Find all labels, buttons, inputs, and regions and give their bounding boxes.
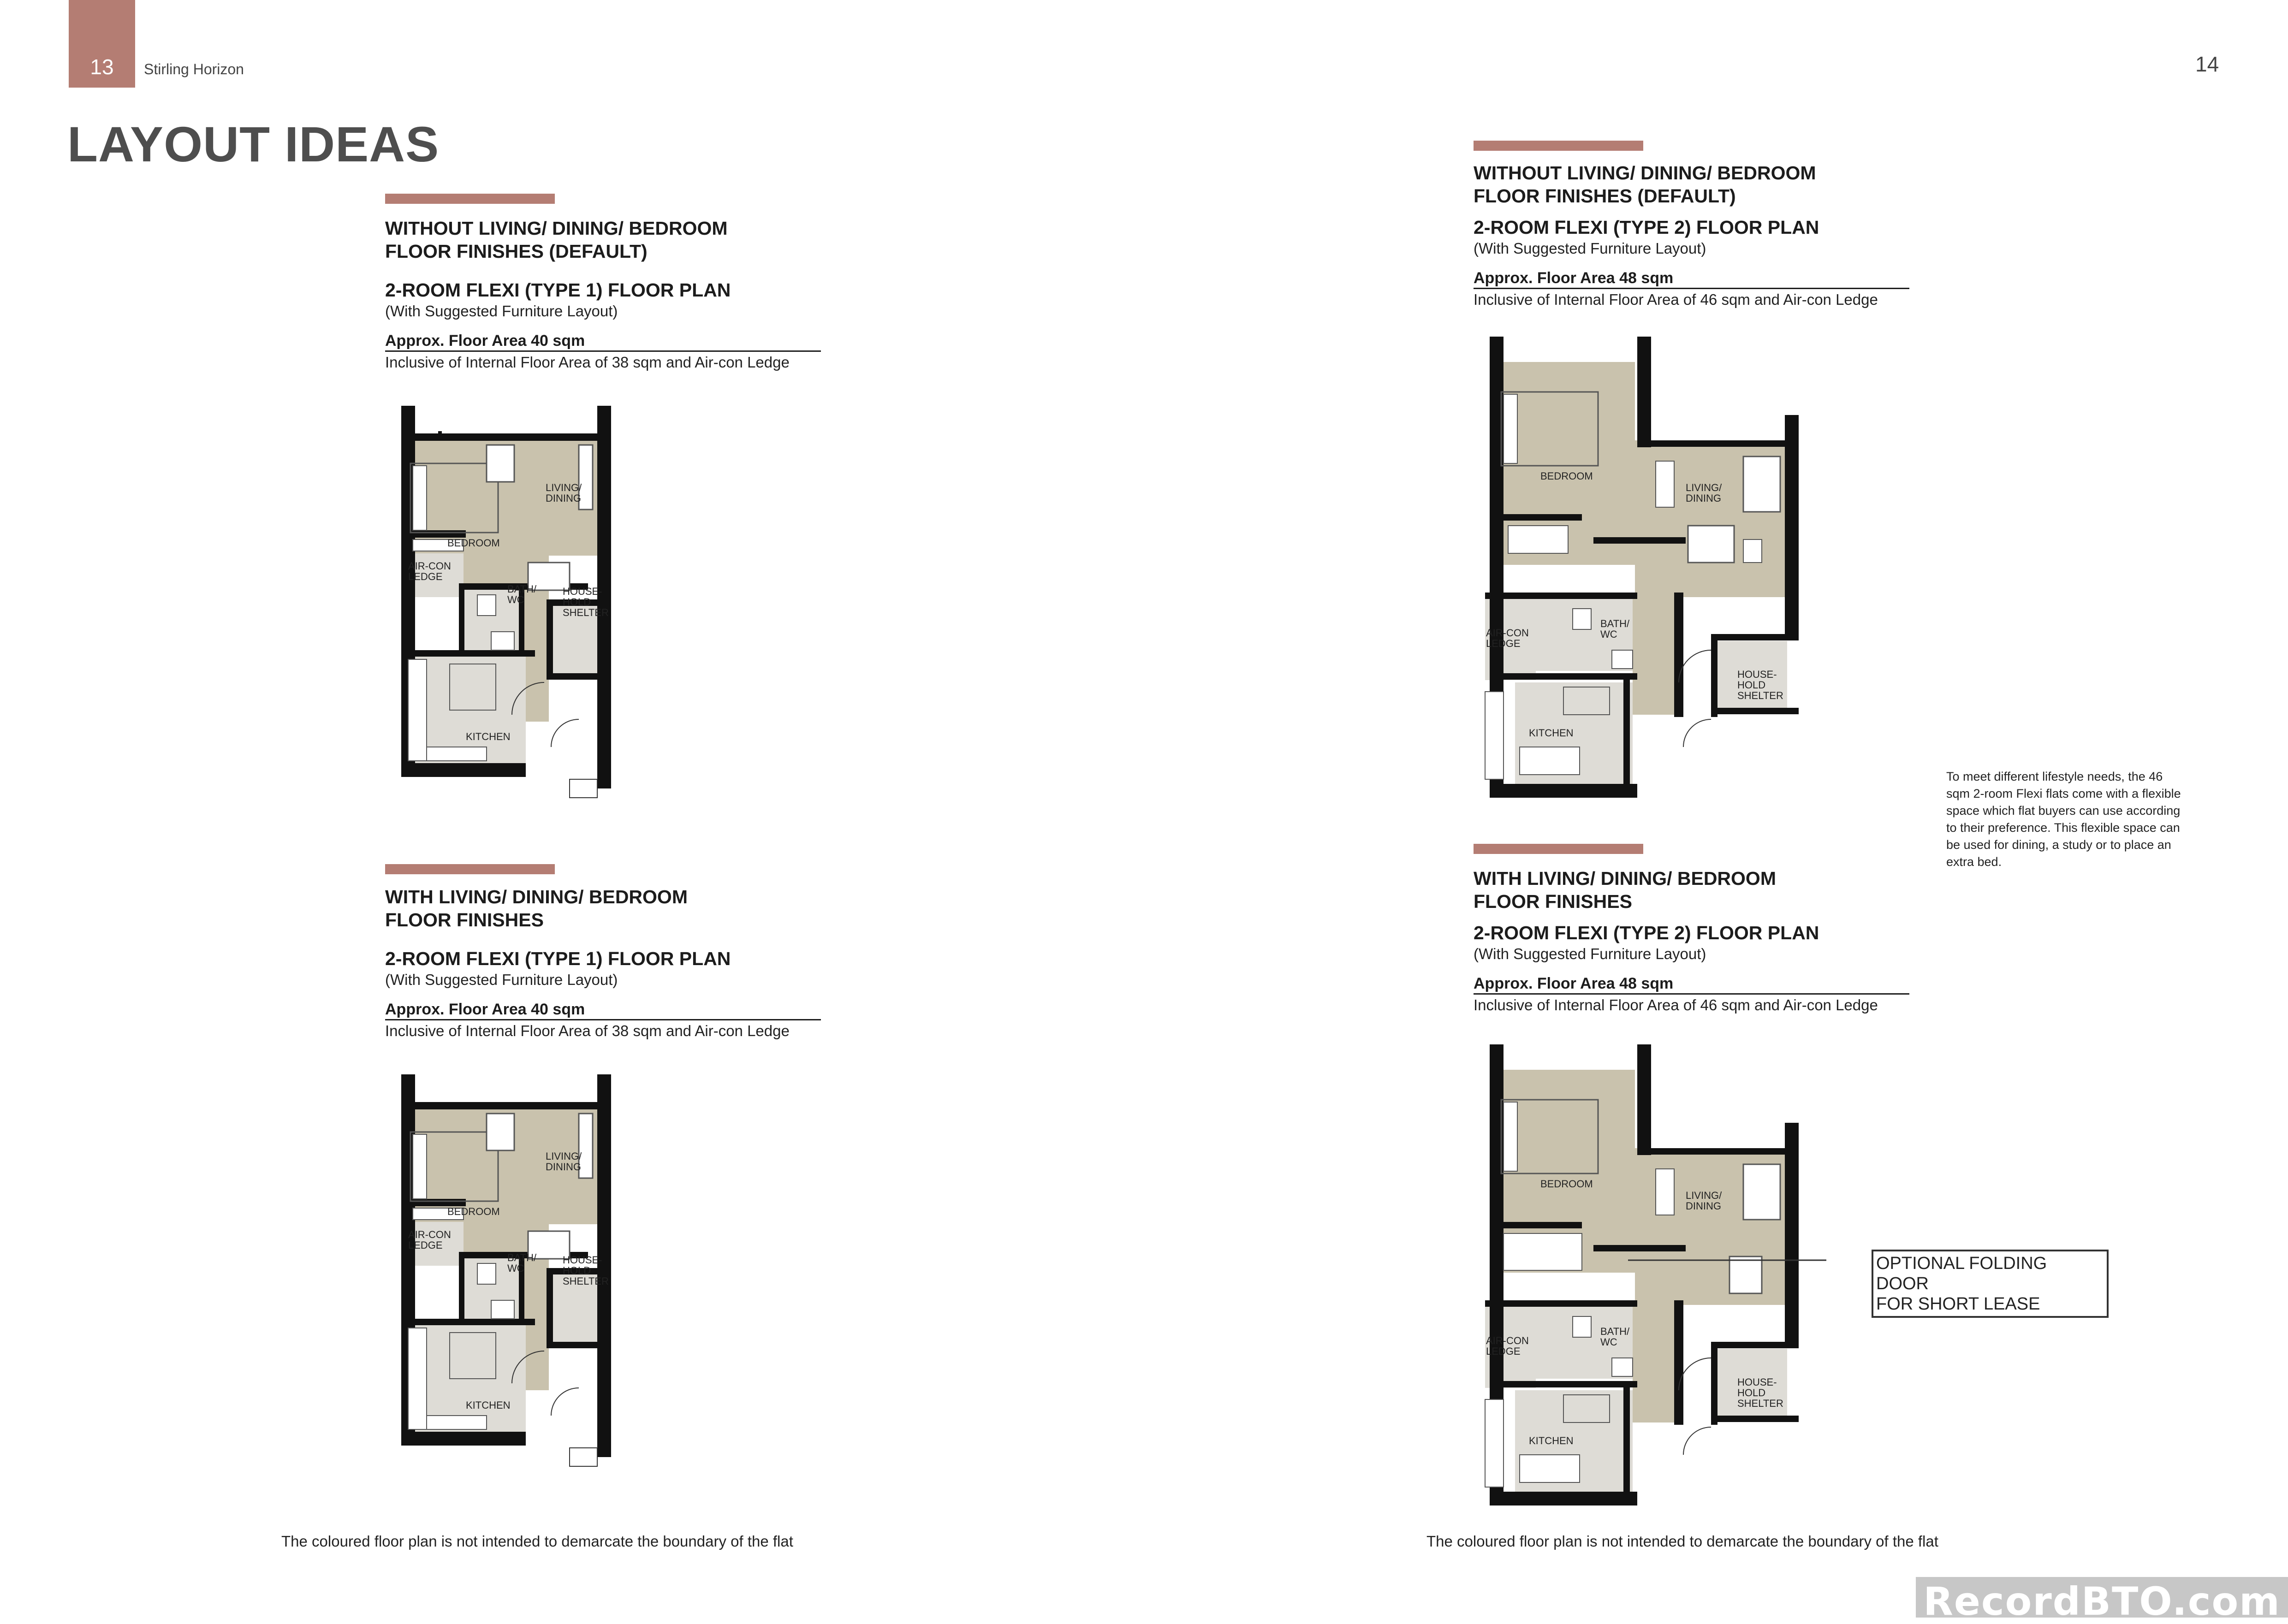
label-kitchen: KITCHEN <box>1529 727 1574 739</box>
plan-heading-line2: FLOOR FINISHES (DEFAULT) <box>385 241 648 262</box>
watermark-text: RecordBTO.com <box>1923 1579 2281 1624</box>
label-shelter: SHELTER <box>1737 690 1783 701</box>
label-living: LIVING/ <box>1686 482 1722 493</box>
plan-area: Approx. Floor Area 40 sqm <box>385 332 585 350</box>
label-shelter: SHELTER <box>1737 1398 1783 1409</box>
label-bath: BATH/ <box>507 1252 537 1263</box>
plan-inclusive: Inclusive of Internal Floor Area of 46 sqm and Air-con Ledge <box>1474 993 1909 1015</box>
plan-heading-line2: FLOOR FINISHES <box>385 909 544 931</box>
callout-line-1: OPTIONAL FOLDING DOOR <box>1876 1254 2047 1293</box>
label-ledge: LEDGE <box>1486 638 1521 649</box>
label-wc: WC <box>1600 628 1617 640</box>
plan-heading-line1: WITHOUT LIVING/ DINING/ BEDROOM <box>1474 162 1816 184</box>
label-bath: BATH/ <box>1600 1326 1630 1337</box>
label-living: LIVING/ <box>1686 1190 1722 1201</box>
plan-inclusive: Inclusive of Internal Floor Area of 38 sqm and Air-con Ledge <box>385 350 821 372</box>
label-ledge: LEDGE <box>408 571 443 582</box>
label-ledge: LEDGE <box>1486 1345 1521 1357</box>
plan-inclusive: Inclusive of Internal Floor Area of 38 sqm and Air-con Ledge <box>385 1019 821 1041</box>
label-bedroom: BEDROOM <box>1540 470 1593 482</box>
label-hold: HOLD <box>563 1265 591 1276</box>
footnote-right: The coloured floor plan is not intended to demarcate the boundary of the flat <box>1426 1533 1938 1550</box>
floor-plan-type1-default <box>394 401 699 825</box>
section-accent-bar <box>1474 141 1643 151</box>
page-number-left: 13 <box>90 55 114 79</box>
label-household: HOUSE- <box>563 586 602 597</box>
label-aircon: AIR-CON <box>1486 627 1529 639</box>
plan-heading-line2: FLOOR FINISHES (DEFAULT) <box>1474 185 1736 207</box>
label-shelter: SHELTER <box>563 1275 609 1287</box>
label-bedroom: BEDROOM <box>447 1206 500 1217</box>
label-living: LIVING/ <box>546 1150 582 1162</box>
floor-plan-type1-finishes <box>394 1070 699 1494</box>
label-living: LIVING/ <box>546 482 582 493</box>
page-title: LAYOUT IDEAS <box>67 116 440 172</box>
floor-plan-type2-finishes <box>1476 1040 1826 1515</box>
label-hold: HOLD <box>1737 679 1766 691</box>
plan-type: 2-ROOM FLEXI (TYPE 1) FLOOR PLAN <box>385 279 731 301</box>
label-dining: DINING <box>1686 1200 1721 1212</box>
plan-inclusive: Inclusive of Internal Floor Area of 46 sqm and Air-con Ledge <box>1474 288 1909 309</box>
callout-line-2: FOR SHORT LEASE <box>1876 1294 2040 1314</box>
label-dining: DINING <box>546 1161 581 1173</box>
plan-caption-3 <box>1474 161 1909 309</box>
plan-caption-4 <box>1474 867 1909 1015</box>
label-dining: DINING <box>546 492 581 504</box>
label-shelter: SHELTER <box>563 607 609 618</box>
plan-type: 2-ROOM FLEXI (TYPE 2) FLOOR PLAN <box>1474 217 1819 238</box>
label-aircon: AIR-CON <box>1486 1335 1529 1346</box>
plan-type: 2-ROOM FLEXI (TYPE 2) FLOOR PLAN <box>1474 922 1819 943</box>
plan-caption-2 <box>385 885 821 1041</box>
optional-folding-door-callout <box>1872 1250 2109 1318</box>
plan-heading-line2: FLOOR FINISHES <box>1474 891 1632 912</box>
label-aircon: AIR-CON <box>408 560 451 572</box>
plan-furniture-note: (With Suggested Furniture Layout) <box>1474 945 1706 962</box>
project-name: Stirling Horizon <box>144 61 244 77</box>
plan-furniture-note: (With Suggested Furniture Layout) <box>385 971 618 988</box>
plan-heading-line1: WITH LIVING/ DINING/ BEDROOM <box>1474 868 1776 889</box>
label-aircon: AIR-CON <box>408 1229 451 1240</box>
label-wc: WC <box>1600 1336 1617 1348</box>
label-bath: BATH/ <box>507 583 537 595</box>
flexible-space-note: To meet different lifestyle needs, the 46 sqm 2-room Flexi flats come with a flexible space which flat buyers can use according to their preference. This flexible space can be used for dining, a study or to place an extra bed. <box>1946 770 2181 869</box>
plan-heading-line1: WITH LIVING/ DINING/ BEDROOM <box>385 886 688 907</box>
plan-caption-1 <box>385 217 821 372</box>
label-kitchen: KITCHEN <box>1529 1435 1574 1446</box>
plan-area: Approx. Floor Area 40 sqm <box>385 1001 585 1018</box>
label-kitchen: KITCHEN <box>466 1399 511 1411</box>
floor-plan-type2-default <box>1476 332 1826 807</box>
plan-area: Approx. Floor Area 48 sqm <box>1474 269 1674 287</box>
label-ledge: LEDGE <box>408 1239 443 1251</box>
plan-type: 2-ROOM FLEXI (TYPE 1) FLOOR PLAN <box>385 948 731 969</box>
section-accent-bar <box>1474 844 1643 854</box>
section-accent-bar <box>385 194 555 204</box>
label-wc: WC <box>507 1262 524 1274</box>
label-bedroom: BEDROOM <box>447 537 500 549</box>
label-hold: HOLD <box>1737 1387 1766 1399</box>
label-bedroom: BEDROOM <box>1540 1178 1593 1190</box>
page-number-tab <box>69 0 135 88</box>
label-household: HOUSE- <box>1737 1376 1777 1388</box>
plan-furniture-note: (With Suggested Furniture Layout) <box>385 302 618 320</box>
label-hold: HOLD <box>563 596 591 608</box>
plan-furniture-note: (With Suggested Furniture Layout) <box>1474 240 1706 257</box>
footnote-left: The coloured floor plan is not intended to demarcate the boundary of the flat <box>281 1533 793 1550</box>
label-wc: WC <box>507 594 524 605</box>
plan-area: Approx. Floor Area 48 sqm <box>1474 975 1674 992</box>
watermark <box>1916 1577 2288 1624</box>
label-household: HOUSE- <box>563 1254 602 1266</box>
section-accent-bar <box>385 864 555 874</box>
label-household: HOUSE- <box>1737 669 1777 680</box>
label-bath: BATH/ <box>1600 618 1630 629</box>
page-number-right: 14 <box>2195 52 2219 76</box>
label-dining: DINING <box>1686 492 1721 504</box>
plan-heading-line1: WITHOUT LIVING/ DINING/ BEDROOM <box>385 218 728 239</box>
label-kitchen: KITCHEN <box>466 731 511 742</box>
